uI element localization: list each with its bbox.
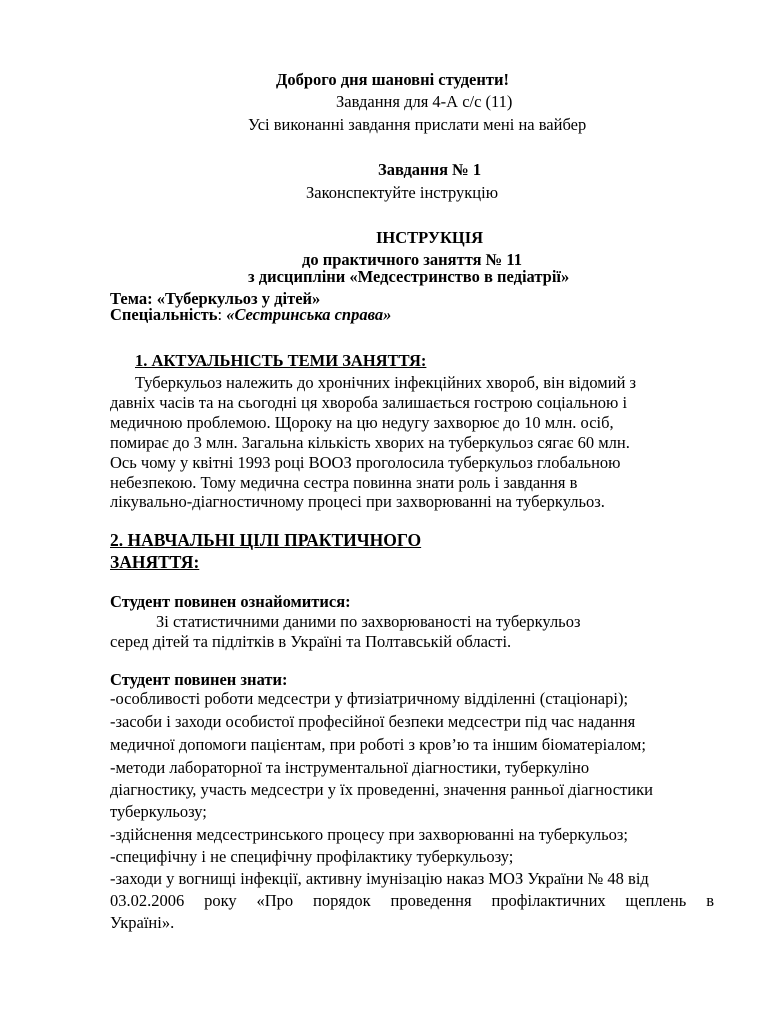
word: щеплень: [625, 891, 687, 910]
instruction-line-1: до практичного заняття № 11: [302, 250, 522, 269]
word: профілактичних: [491, 891, 606, 910]
word: в: [706, 891, 714, 910]
specialty-colon: :: [217, 305, 223, 324]
know-item: -методи лабораторної та інструментальної діагностики, туберкуліно: [110, 758, 590, 777]
topic-label: Тема: «Туберкульоз у дітей»: [110, 289, 321, 308]
task-text: Законспектуйте інструкцію: [306, 183, 499, 202]
section1-heading: 1. АКТУАЛЬНІСТЬ ТЕМИ ЗАНЯТТЯ:: [135, 351, 427, 370]
familiarize-line: Зі статистичними даними по захворюваності на туберкульоз: [156, 612, 581, 631]
familiarize-line: серед дітей та підлітків в Україні та Полтавській області.: [110, 632, 512, 651]
know-item: медичної допомоги пацієнтам, при роботі з кров’ю та іншим біоматеріалом;: [110, 735, 646, 754]
know-item: -засоби і заходи особистої професійної безпеки медсестри під час надання: [110, 712, 636, 731]
section2-heading-line-2: ЗАНЯТТЯ:: [110, 552, 200, 572]
know-item: -особливості роботи медсестри у фтизіатричному відділенні (стаціонарі);: [110, 689, 629, 708]
section1-line: Туберкульоз належить до хронічних інфекційних хвороб, він відомий з: [135, 373, 637, 392]
know-item: діагностику, участь медсестри у їх проведенні, значення ранньої діагностики: [110, 780, 653, 799]
specialty-value: «Сестринська справа»: [226, 305, 392, 324]
task-for: Завдання для 4-А с/с (11): [336, 92, 513, 111]
familiarize-label: Студент повинен ознайомитися:: [110, 592, 351, 611]
word: порядок: [313, 891, 371, 910]
section1-line: давніх часів та на сьогодні ця хвороба залишається гострою соціальною і: [110, 393, 628, 412]
know-item: Україні».: [110, 913, 175, 932]
word: року: [204, 891, 237, 910]
section1-line: Ось чому у квітні 1993 році ВООЗ проголосила туберкульоз глобальною: [110, 453, 621, 472]
section1-line: помирає до 3 млн. Загальна кількість хворих на туберкульоз сягає 60 млн.: [110, 433, 630, 452]
section1-line: медичною проблемою. Щороку на цю недугу захворює до 10 млн. осіб,: [110, 413, 614, 432]
send-note: Усі виконанні завдання прислати мені на вайбер: [248, 115, 587, 134]
know-item: туберкульозу;: [110, 802, 207, 821]
know-label: Студент повинен знати:: [110, 670, 288, 689]
task-title: Завдання № 1: [378, 160, 482, 179]
instruction-title: ІНСТРУКЦІЯ: [376, 228, 484, 247]
know-item: -заходи у вогнищі інфекції, активну імунізацію наказ МОЗ України № 48 від: [110, 869, 649, 888]
greeting: Доброго дня шановні студенти!: [276, 70, 509, 89]
specialty-line: [110, 305, 391, 325]
word: 03.02.2006: [110, 891, 185, 910]
section2-heading-line-1: 2. НАВЧАЛЬНІ ЦІЛІ ПРАКТИЧНОГО: [110, 530, 422, 550]
specialty-label: Спеціальність: [110, 305, 218, 324]
know-item: -здійснення медсестринського процесу при захворюванні на туберкульоз;: [110, 825, 628, 844]
section1-line: небезпекою. Тому медична сестра повинна знати роль і завдання в: [110, 473, 578, 492]
word: «Про: [256, 891, 294, 910]
know-item-justified: [110, 891, 714, 911]
instruction-line-2: з дисципліни «Медсестринство в педіатрії»: [248, 267, 570, 286]
word: проведення: [390, 891, 472, 910]
section1-line: лікувально-діагностичному процесі при захворюванні на туберкульоз.: [110, 492, 605, 511]
know-item: -специфічну і не специфічну профілактику туберкульозу;: [110, 847, 514, 866]
